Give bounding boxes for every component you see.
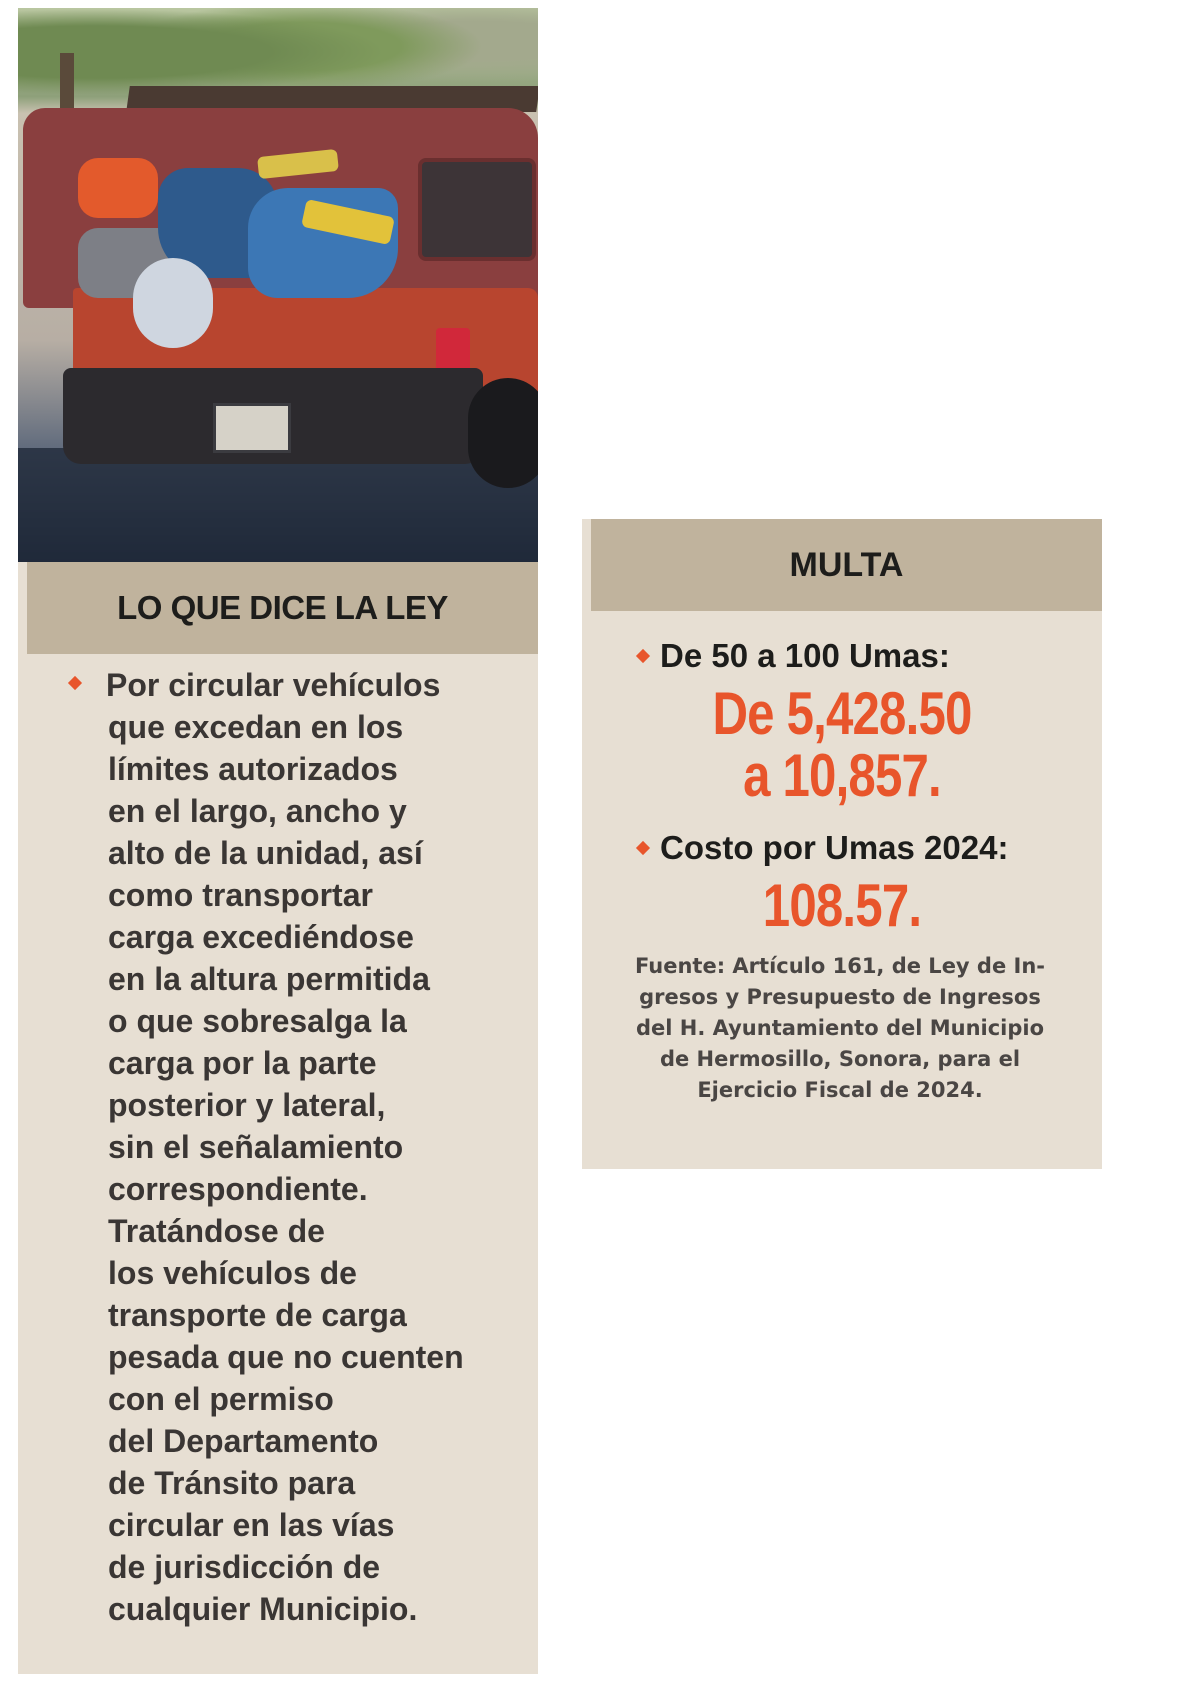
law-line: los vehículos de [108, 1255, 357, 1291]
truck-photo [18, 8, 538, 562]
street-shadow [18, 448, 538, 562]
cargo-item [133, 258, 213, 348]
law-line: sin el señalamiento [108, 1129, 404, 1165]
law-line: límites autorizados [108, 751, 398, 787]
cost-per-uma-value: 108.57. [762, 872, 922, 939]
law-line: como transportar [108, 877, 373, 913]
law-line: en la altura permitida [108, 961, 430, 997]
bullet-icon [636, 841, 650, 855]
source-note [630, 951, 1050, 1106]
law-line: Por circular vehículos [70, 664, 518, 706]
law-line: cualquier Municipio. [108, 1591, 418, 1627]
cargo-item [78, 158, 158, 218]
wheel [468, 378, 538, 488]
fine-box [582, 519, 1102, 1169]
license-plate [213, 403, 291, 453]
source-line: de Hermosillo, Sonora, para el [659, 1047, 1021, 1071]
law-line: posterior y lateral, [108, 1087, 386, 1123]
bullet-icon [636, 649, 650, 663]
cost-per-uma-label: Costo por Umas 2024: [638, 829, 1008, 867]
law-line: circular en las vías [108, 1507, 395, 1543]
fine-header [591, 519, 1102, 611]
fine-title: MULTA [789, 545, 904, 584]
law-line: de Tránsito para [108, 1465, 356, 1501]
law-line: carga excediéndose [108, 919, 414, 955]
fine-range-max: a 10,857. [743, 742, 941, 809]
law-line: en el largo, ancho y [108, 793, 407, 829]
law-line: de jurisdicción de [108, 1549, 381, 1585]
law-line: o que sobresalga la [108, 1003, 407, 1039]
bullet-icon [68, 676, 82, 690]
law-line: alto de la unidad, así [108, 835, 423, 871]
law-line: transporte de carga [108, 1297, 407, 1333]
law-line: correspondiente. [108, 1171, 368, 1207]
law-header [27, 562, 538, 654]
law-box [18, 562, 538, 1674]
law-line: carga por la parte [108, 1045, 377, 1081]
law-line: Tratándose de [108, 1213, 325, 1249]
fine-range-min: De 5,428.50 [712, 680, 972, 747]
source-line: gresos y Presupuesto de Ingresos [639, 985, 1041, 1009]
side-window [418, 158, 536, 261]
law-line: que excedan en los [108, 709, 404, 745]
law-text [78, 664, 518, 1630]
law-line: con el permiso [108, 1381, 334, 1417]
law-line: pesada que no cuenten [108, 1339, 464, 1375]
fine-range-label: De 50 a 100 Umas: [638, 637, 950, 675]
law-title: LO QUE DICE LA LEY [117, 589, 448, 626]
law-line: del Departamento [108, 1423, 379, 1459]
source-line: Ejercicio Fiscal de 2024. [697, 1078, 983, 1102]
source-line: del H. Ayuntamiento del Municipio [635, 1016, 1045, 1040]
source-line: Fuente: Artículo 161, de Ley de In- [634, 954, 1045, 978]
